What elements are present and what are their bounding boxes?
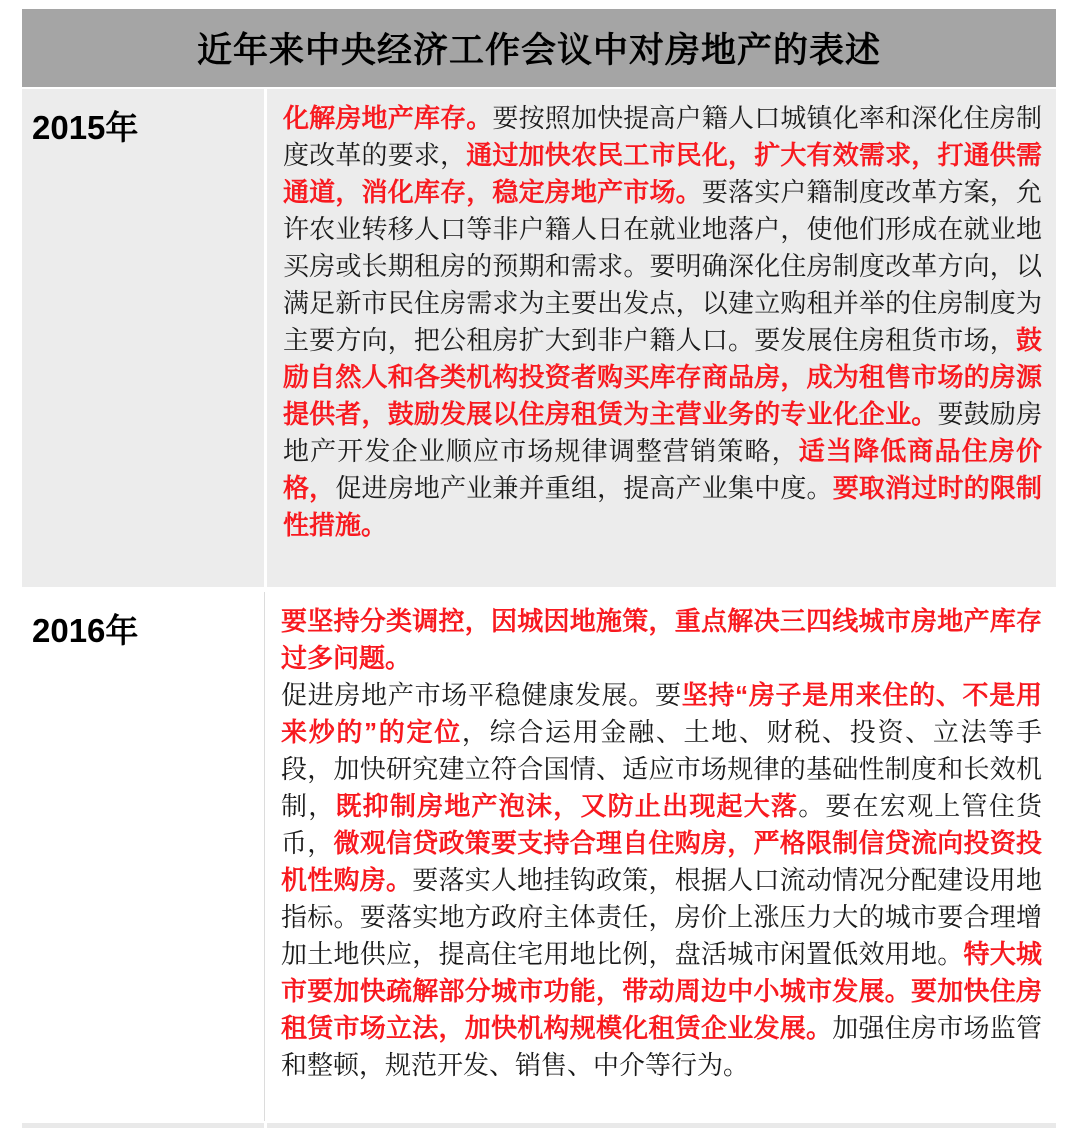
emphasis-text: 通过加快农民工市民化，扩大有效需求，打通供需通道，消化库存，稳定房地产市场。: [283, 140, 1042, 207]
body-text: 加强住房市场监管和整顿，规范开发、销售、中介等行为。: [281, 1013, 1042, 1080]
policy-paragraph: [281, 603, 1042, 677]
table-row: [22, 592, 1056, 1121]
next-row-partial: [22, 1123, 1056, 1128]
emphasis-text: 鼓励自然人和各类机构投资者购买库存商品房，成为租售市场的房源提供者，鼓励发展以住房租赁为主营业务的专业化企业。: [283, 325, 1042, 429]
body-text: 。要在宏观上管住货币，: [281, 791, 1042, 858]
next-row-text-cell: [264, 1123, 1056, 1128]
emphasis-text: 要坚持分类调控，因城因地施策，重点解决三四线城市房地产库存过多问题。: [281, 606, 1042, 673]
body-text: 要落实人地挂钩政策，根据人口流动情况分配建设用地指标。要落实地方政府主体责任，房价上涨压力大的城市要合理增加土地供应，提高住宅用地比例，盘活城市闲置低效用地。: [281, 865, 1042, 969]
body-text: 要落实户籍制度改革方案，允许农业转移人口等非户籍人日在就业地落户，使他们形成在就业地买房或长期租房的预期和需求。要明确深化住房制度改革方向，以满足新市民住房需求为主要出发点，以建立购租并举的住房制度为主要方向，把公租房扩大到非户籍人口。要发展住房租货市场，: [283, 177, 1042, 355]
real-estate-policy-table: [22, 9, 1056, 1128]
year-cell: 2016年: [32, 612, 139, 649]
body-text: ，综合运用金融、土地、财税、投资、立法等手段，加快研究建立符合国情、适应市场规律的基础性制度和长效机制，: [281, 717, 1042, 821]
table-title: 近年来中央经济工作会议中对房地产的表述: [22, 9, 1056, 87]
emphasis-text: 坚持“房子是用来住的、不是用来炒的”的定位: [281, 680, 1042, 747]
policy-paragraph: [283, 100, 1042, 544]
emphasis-text: 既抑制房地产泡沫，又防止出现起大落: [335, 791, 799, 821]
policy-text-cell: [264, 89, 1056, 587]
table-row: [22, 89, 1056, 587]
body-text: 要鼓励房地产开发企业顺应市场规律调整营销策略，: [283, 399, 1042, 466]
emphasis-text: 微观信贷政策要支持合理自住购房，严格限制信贷流向投资投机性购房。: [281, 828, 1042, 895]
emphasis-text: 要取消过时的限制性措施。: [283, 473, 1042, 540]
table-body: [22, 89, 1056, 1121]
emphasis-text: 特大城市要加快疏解部分城市功能，带动周边中小城市发展。要加快住房租赁市场立法，加快机构规模化租赁企业发展。: [281, 939, 1042, 1043]
policy-paragraph: [281, 677, 1042, 1084]
body-text: 要按照加快提高户籍人口城镇化率和深化住房制度改革的要求，: [283, 103, 1042, 170]
next-row-year-cell: [22, 1123, 264, 1128]
body-text: 促进房地产业兼并重组，提高产业集中度。: [335, 473, 833, 503]
emphasis-text: 适当降低商品住房价格，: [283, 436, 1042, 503]
policy-text-cell: [264, 592, 1056, 1121]
emphasis-text: 化解房地产库存。: [283, 103, 493, 133]
year-cell: 2015年: [32, 109, 139, 146]
body-text: 促进房地产市场平稳健康发展。要: [281, 680, 682, 710]
